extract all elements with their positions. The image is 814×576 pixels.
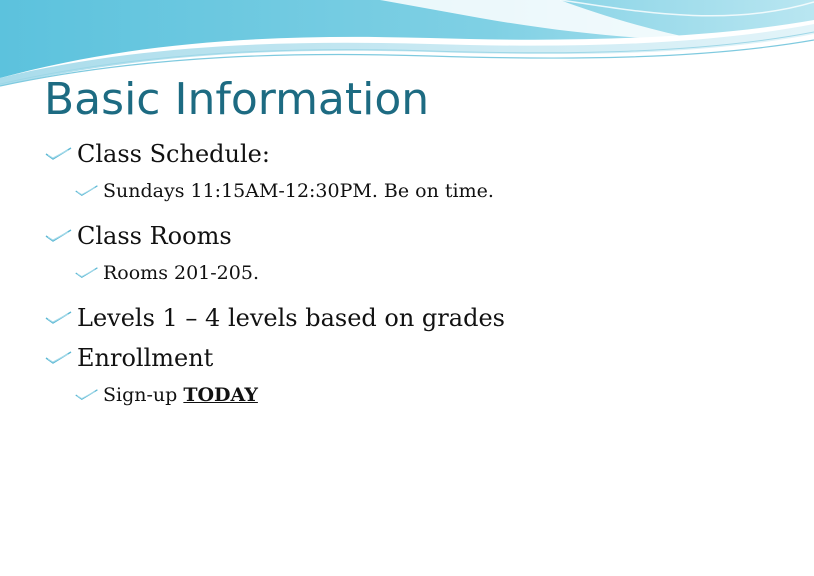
bullet-text: Class Rooms (77, 222, 232, 250)
checkmark-icon (74, 388, 100, 402)
bullet-text: Class Schedule: (77, 140, 270, 168)
signup-prefix: Sign-up (103, 384, 184, 406)
bullet-text (103, 378, 258, 412)
signup-emphasis: TODAY (183, 384, 258, 406)
bullet-class-rooms (44, 216, 505, 256)
bullet-text: Sundays 11:15AM-12:30PM. Be on time. (103, 180, 494, 202)
bullet-text: Levels 1 – 4 levels based on grades (77, 304, 505, 332)
bullet-enrollment (44, 338, 505, 378)
page-title: Basic Information (44, 74, 430, 125)
checkmark-icon (74, 184, 100, 198)
bullet-text: Rooms 201-205. (103, 262, 259, 284)
checkmark-icon (44, 228, 74, 244)
checkmark-icon (44, 310, 74, 326)
bullet-rooms-detail (44, 256, 505, 290)
bullet-signup (44, 378, 505, 412)
bullet-list (44, 134, 505, 412)
bullet-levels (44, 298, 505, 338)
bullet-text: Enrollment (77, 344, 214, 372)
checkmark-icon (74, 266, 100, 280)
bullet-class-schedule (44, 134, 505, 174)
bullet-schedule-detail (44, 174, 505, 208)
checkmark-icon (44, 146, 74, 162)
checkmark-icon (44, 350, 74, 366)
